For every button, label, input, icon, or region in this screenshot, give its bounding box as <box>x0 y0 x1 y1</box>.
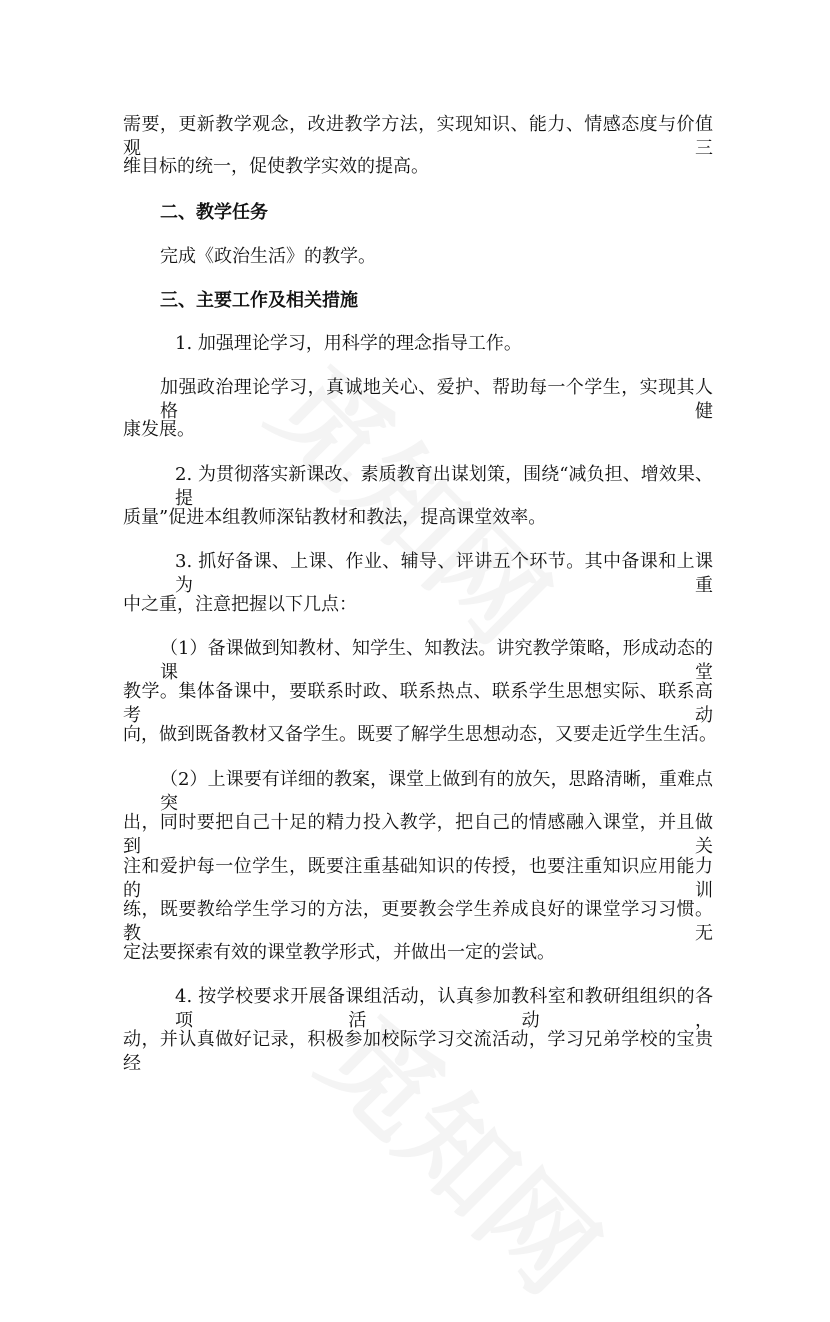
item-1-title: 1. 加强理论学习，用科学的理念指导工作。 <box>175 333 522 354</box>
paragraph-line: 教学。集体备课中，要联系时政、联系热点、联系学生思想实际、联系高考动 <box>123 681 713 726</box>
subitem-2-line: （2）上课要有详细的教案，课堂上做到有的放矢，思路清晰，重难点突 <box>160 769 713 814</box>
item-4-line: 4. 按学校要求开展备课组活动，认真参加教科室和教研组组织的各项活动， <box>175 986 713 1031</box>
paragraph-line: 练，既要教给学生学习的方法，更要教会学生养成良好的课堂学习习惯。教无 <box>123 899 713 944</box>
paragraph-line: 完成《政治生活》的教学。 <box>160 246 376 267</box>
paragraph-line: 向，做到既备教材又备学生。既要了解学生思想动态，又要走近学生生活。 <box>123 724 717 745</box>
paragraph-line: 动，并认真做好记录，积极参加校际学习交流活动，学习兄弟学校的宝贵经 <box>123 1029 713 1074</box>
paragraph-line: 康发展。 <box>123 419 195 440</box>
subitem-1-line: （1）备课做到知教材、知学生、知教法。讲究教学策略，形成动态的课堂 <box>160 638 713 683</box>
section-heading-2: 二、教学任务 <box>160 202 268 223</box>
paragraph-line: 维目标的统一，促使教学实效的提高。 <box>123 156 429 177</box>
paragraph-line: 注和爱护每一位学生，既要注重基础知识的传授，也要注重知识应用能力的训 <box>123 856 713 901</box>
paragraph-line: 质量”促进本组教师深钻教材和教法，提高课堂效率。 <box>123 507 547 528</box>
paragraph-line: 加强政治理论学习，真诚地关心、爱护、帮助每一个学生，实现其人格健 <box>160 377 713 422</box>
item-3-line: 3. 抓好备课、上课、作业、辅导、评讲五个环节。其中备课和上课为重 <box>175 551 713 596</box>
paragraph-line: 出，同时要把自己十足的精力投入教学，把自己的情感融入课堂，并且做到关 <box>123 812 713 857</box>
paragraph-line: 需要，更新教学观念，改进教学方法，实现知识、能力、情感态度与价值观三 <box>123 114 713 159</box>
section-heading-3: 三、主要工作及相关措施 <box>160 290 358 311</box>
item-2-line: 2. 为贯彻落实新课改、素质教育出谋划策，围绕“减负担、增效果、提 <box>175 464 713 509</box>
paragraph-line: 定法要探索有效的课堂教学形式，并做出一定的尝试。 <box>123 942 555 963</box>
paragraph-line: 中之重，注意把握以下几点： <box>123 594 357 615</box>
